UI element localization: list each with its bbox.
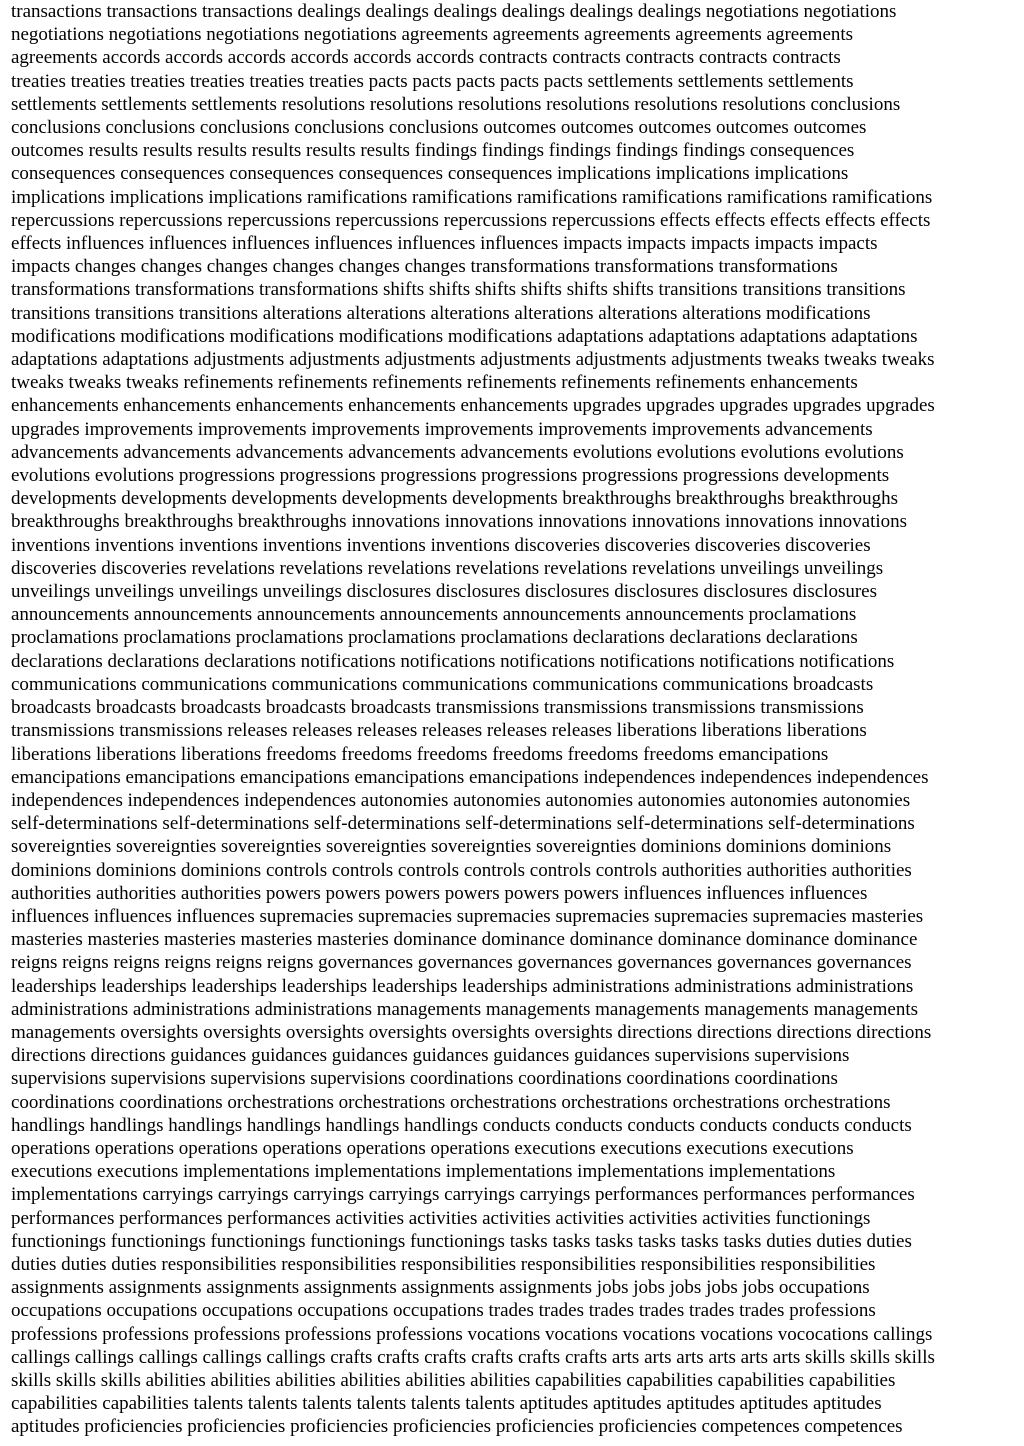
text-line-54: functionings functionings functionings functionings functionings tasks tasks tasks tasks tasks tasks duties duties duties [11,1230,912,1252]
text-line-2: negotiations negotiations negotiations negotiations agreements agreements agreements agreements agreements [11,24,854,46]
text-line-47: supervisions supervisions supervisions supervisions coordinations coordinations coordinations coordinations [11,1068,838,1090]
text-line-4: treaties treaties treaties treaties treaties treaties pacts pacts pacts pacts pacts settlements settlements settlements [11,70,854,92]
text-line-45: managements oversights oversights oversights oversights oversights oversights directions directions directions directions [11,1021,932,1043]
text-line-5: settlements settlements settlements resolutions resolutions resolutions resolutions resolutions resolutions conclusions [11,93,901,115]
text-line-36: self-determinations self-determinations self-determinations self-determinations self-determinations self-determinations [11,813,915,835]
text-line-3: agreements accords accords accords accords accords accords contracts contracts contracts contracts contracts [11,47,841,69]
text-line-40: influences influences influences supremacies supremacies supremacies supremacies supremacies supremacies masteries [11,905,924,927]
text-line-13: transformations transformations transformations shifts shifts shifts shifts shifts shifts transitions transitions transitions [11,279,906,301]
text-line-59: callings callings callings callings callings crafts crafts crafts crafts crafts crafts arts arts arts arts arts arts skills skills skills [11,1346,935,1368]
text-line-27: announcements announcements announcements announcements announcements announcements proclamations [11,604,857,626]
text-line-8: consequences consequences consequences consequences consequences implications implications implications [11,163,849,185]
text-line-28: proclamations proclamations proclamations proclamations proclamations declarations declarations declarations [11,627,858,649]
text-line-31: broadcasts broadcasts broadcasts broadcasts broadcasts transmissions transmissions transmissions transmissions [11,697,864,719]
text-line-38: dominions dominions dominions controls controls controls controls controls controls authorities authorities authorities [11,859,912,881]
text-line-25: discoveries discoveries revelations revelations revelations revelations revelations revelations unveilings unveilings [11,557,884,579]
text-line-17: tweaks tweaks tweaks refinements refinements refinements refinements refinements refinements enhancements [11,372,858,394]
text-line-57: occupations occupations occupations occupations occupations trades trades trades trades trades trades professions [11,1300,876,1322]
text-line-46: directions directions guidances guidances guidances guidances guidances guidances supervisions supervisions [11,1045,850,1067]
text-line-15: modifications modifications modifications modifications modifications adaptations adaptations adaptations adaptations [11,325,918,347]
text-line-16: adaptations adaptations adjustments adjustments adjustments adjustments adjustments adjustments tweaks tweaks tweaks [11,349,935,371]
text-line-52: implementations carryings carryings carryings carryings carryings carryings performances performances performances [11,1184,915,1206]
text-line-34: emancipations emancipations emancipations emancipations emancipations independences independences independences [11,766,929,788]
text-line-43: leaderships leaderships leaderships leaderships leaderships leaderships administrations administrations administrations [11,975,914,997]
text-line-24: inventions inventions inventions inventions inventions inventions discoveries discoveries discoveries discoveries [11,534,871,556]
text-line-51: executions executions implementations implementations implementations implementations implementations [11,1161,836,1183]
text-line-44: administrations administrations administrations managements managements managements managements managements [11,998,919,1020]
text-line-14: transitions transitions transitions alterations alterations alterations alterations alterations alterations modifications [11,302,871,324]
text-line-60: skills skills skills abilities abilities abilities abilities abilities abilities capabilities capabilities capabilities capabilities [11,1369,896,1391]
text-line-39: authorities authorities authorities powers powers powers powers powers powers influences influences influences [11,882,868,904]
text-line-7: outcomes results results results results results results findings findings findings findings findings consequences [11,140,855,162]
text-line-37: sovereignties sovereignties sovereignties sovereignties sovereignties sovereignties dominions dominions dominions [11,836,892,858]
text-line-33: liberations liberations liberations freedoms freedoms freedoms freedoms freedoms freedoms emancipations [11,743,829,765]
text-line-56: assignments assignments assignments assignments assignments assignments jobs jobs jobs jobs jobs occupations [11,1277,870,1299]
text-line-1: transactions transactions transactions dealings dealings dealings dealings dealings dealings negotiations negotiations [11,1,897,22]
text-line-23: breakthroughs breakthroughs breakthroughs innovations innovations innovations innovations innovations innovations [11,511,908,533]
text-line-41: masteries masteries masteries masteries masteries dominance dominance dominance dominance dominance dominance [11,929,918,951]
text-line-22: developments developments developments developments developments breakthroughs breakthroughs breakthroughs [11,488,898,510]
text-line-49: handlings handlings handlings handlings handlings handlings conducts conducts conducts conducts conducts conducts [11,1114,912,1136]
text-line-55: duties duties duties responsibilities responsibilities responsibilities responsibilities responsibilities responsibilities [11,1253,876,1275]
text-line-21: evolutions evolutions progressions progressions progressions progressions progressions progressions developments [11,465,890,487]
text-line-10: repercussions repercussions repercussions repercussions repercussions repercussions effects effects effects effects effects [11,209,931,231]
text-line-12: impacts changes changes changes changes changes changes transformations transformations transformations [11,256,838,278]
text-line-29: declarations declarations declarations notifications notifications notifications notifications notifications notifications [11,650,895,672]
text-line-32: transmissions transmissions releases releases releases releases releases releases liberations liberations liberations [11,720,867,742]
text-line-58: professions professions professions professions professions vocations vocations vocations vocations vococations callings [11,1323,933,1345]
text-line-20: advancements advancements advancements advancements advancements evolutions evolutions evolutions evolutions [11,441,904,463]
text-line-62: aptitudes proficiencies proficiencies proficiencies proficiencies proficiencies proficiencies competences competences [11,1416,903,1438]
text-line-48: coordinations coordinations orchestrations orchestrations orchestrations orchestrations orchestrations orchestrations [11,1091,891,1113]
text-line-30: communications communications communications communications communications communications broadcasts [11,673,874,695]
body-text [11,0,1014,1439]
text-line-26: unveilings unveilings unveilings unveilings disclosures disclosures disclosures disclosures disclosures disclosures [11,581,878,603]
text-line-50: operations operations operations operations operations operations executions executions executions executions [11,1137,854,1159]
text-line-18: enhancements enhancements enhancements enhancements enhancements upgrades upgrades upgrades upgrades upgrades [11,395,935,417]
text-line-53: performances performances performances activities activities activities activities activities activities functionings [11,1207,871,1229]
text-line-6: conclusions conclusions conclusions conclusions conclusions outcomes outcomes outcomes outcomes outcomes [11,117,867,139]
text-line-19: upgrades improvements improvements improvements improvements improvements improvements advancements [11,418,873,440]
text-line-9: implications implications implications ramifications ramifications ramifications ramifications ramifications ramifications [11,186,933,208]
text-line-11: effects influences influences influences influences influences influences impacts impacts impacts impacts impacts [11,233,878,255]
text-line-35: independences independences independences autonomies autonomies autonomies autonomies autonomies autonomies [11,789,911,811]
text-line-42: reigns reigns reigns reigns reigns reigns governances governances governances governances governances governances [11,952,912,974]
text-line-61: capabilities capabilities talents talents talents talents talents talents aptitudes aptitudes aptitudes aptitudes aptitudes [11,1393,882,1415]
